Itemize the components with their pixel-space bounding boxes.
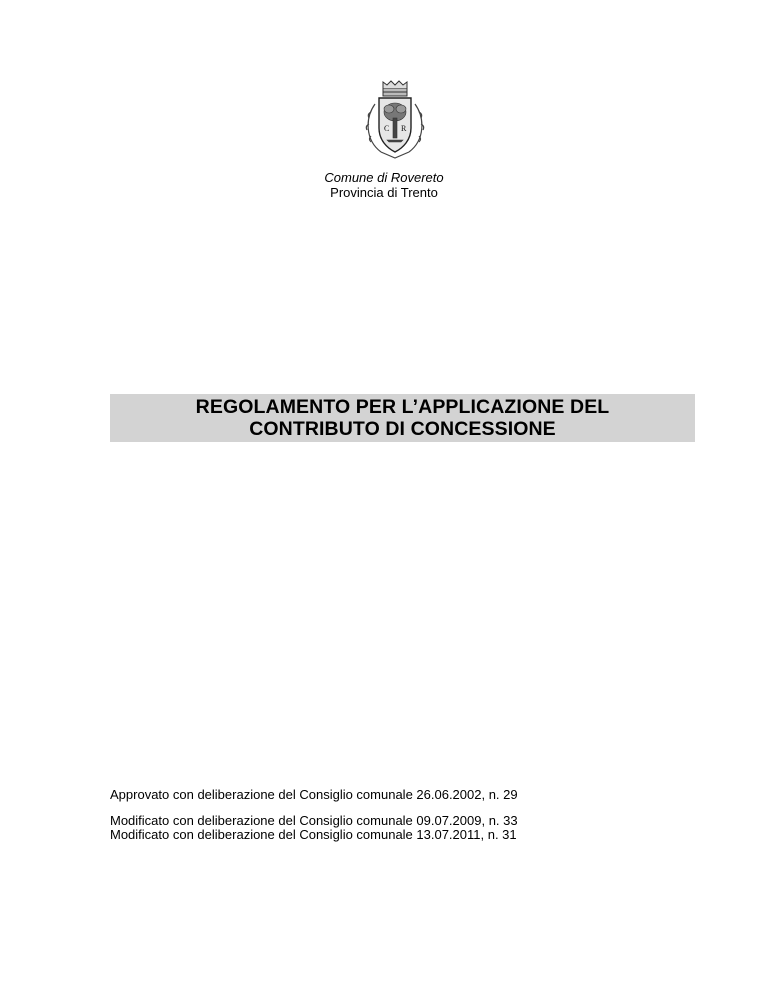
province-name: Provincia di Trento	[330, 185, 438, 200]
approval-note: Approvato con deliberazione del Consiglio comunale 26.06.2002, n. 29	[110, 787, 518, 802]
modification-note: Modificato con deliberazione del Consiglio comunale 09.07.2009, n. 33	[110, 813, 518, 828]
document-title-line-1: REGOLAMENTO PER L’APPLICAZIONE DEL	[195, 396, 610, 418]
modification-note: Modificato con deliberazione del Consiglio comunale 13.07.2011, n. 31	[110, 827, 517, 842]
document-title	[110, 394, 695, 442]
coat-of-arms-icon	[361, 78, 429, 162]
crest-initial-right: R	[401, 124, 407, 133]
document-title-line-2: CONTRIBUTO DI CONCESSIONE	[249, 418, 556, 440]
municipality-name: Comune di Rovereto	[324, 170, 444, 185]
crest-initial-left: C	[384, 124, 390, 133]
